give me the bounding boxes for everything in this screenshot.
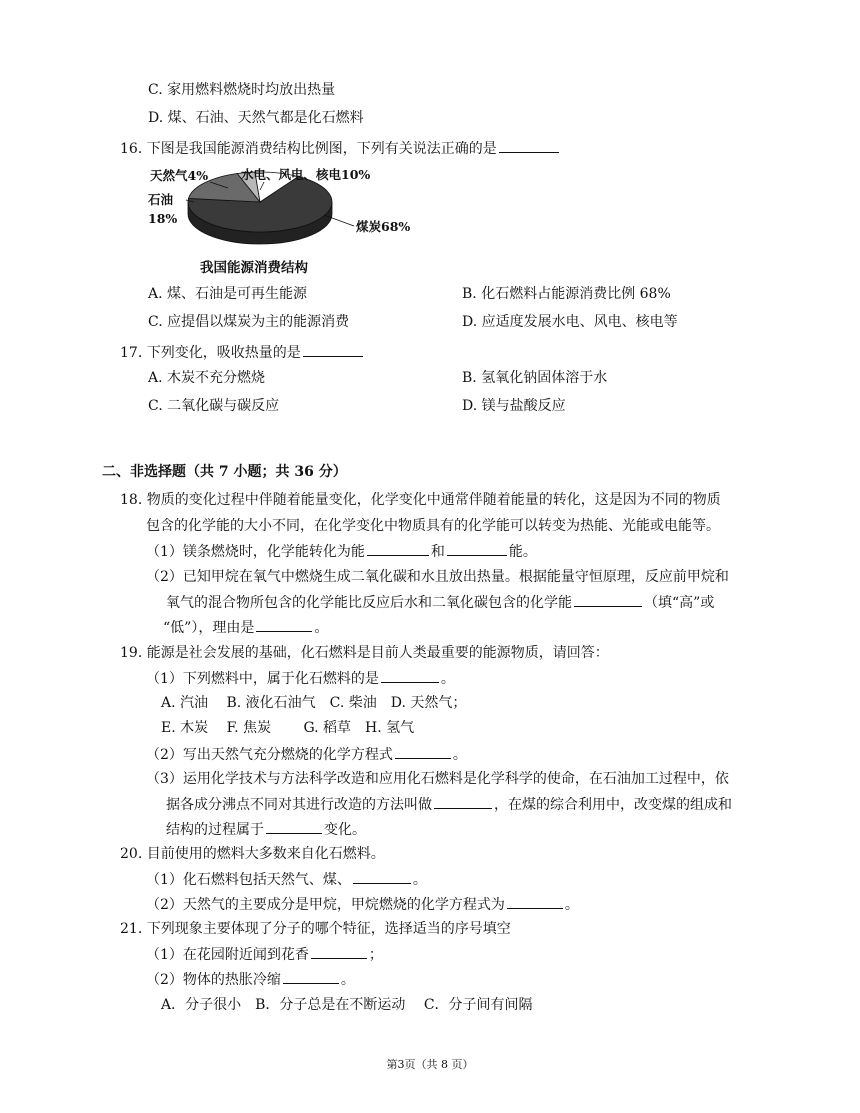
q16-option-d: D. 应适度发展水电、风电、核电等 [462, 314, 678, 330]
energy-pie-chart [148, 160, 411, 282]
q15-option-d: D. 煤、石油、天然气都是化石燃料 [148, 110, 364, 126]
answer-blank[interactable] [434, 794, 492, 809]
q20-part-1-text-a: （1）化石燃料包括天然气、煤、 [146, 872, 351, 888]
pie-label-3: 天然气4% [150, 168, 209, 183]
q17-option-a: A. 木炭不充分燃烧 [148, 370, 266, 386]
q21-stem: 21. 下列现象主要体现了分子的哪个特征，选择适当的序号填空 [120, 921, 511, 937]
q17-stem-text: 17. 下列变化，吸收热量的是 [120, 345, 301, 361]
answer-blank[interactable] [303, 342, 363, 357]
q16-option-c: C. 应提倡以煤炭为主的能源消费 [148, 314, 350, 330]
answer-blank[interactable] [447, 541, 507, 556]
q16-stem [120, 138, 561, 159]
chart-title: 我国能源消费结构 [200, 260, 308, 276]
q20-part-2-text-b: 。 [564, 897, 579, 913]
q21-part-1-text-b: ； [368, 947, 383, 963]
q19-part-1 [146, 668, 455, 689]
q19-part-2-text-b: 。 [452, 747, 467, 763]
pie-label-4: 水电、风电、核电10% [241, 167, 371, 182]
q20-part-2-text-a: （2）天然气的主要成分是甲烷，甲烷燃烧的化学方程式为 [146, 897, 505, 913]
q17-stem [120, 342, 365, 363]
q18-part-1-text-c: 能。 [508, 544, 537, 560]
q18-part-2-line-1: （2）已知甲烷在氧气中燃烧生成二氧化碳和水且放出热量。根据能量守恒原理，反应前甲烷和 [146, 569, 729, 585]
q20-stem: 20. 目前使用的燃料大多数来自化石燃料。 [120, 846, 385, 862]
q21-part-1-text-a: （1）在花园附近闻到花香 [146, 947, 309, 963]
q19-choices-2: E. 木炭 F. 焦炭 G. 稻草 H. 氢气 [161, 720, 415, 736]
q17-option-b: B. 氢氧化钠固体溶于水 [462, 370, 608, 386]
q19-part-3-line-2 [166, 794, 732, 815]
q20-part-1-text-b: 。 [412, 872, 427, 888]
q20-part-1 [146, 869, 427, 890]
q17-option-d: D. 镁与盐酸反应 [462, 398, 566, 414]
answer-blank[interactable] [395, 744, 451, 759]
q18-part-1-text-a: （1）镁条燃烧时，化学能转化为能 [146, 544, 365, 560]
q21-part-2-text-a: （2）物体的热胀冷缩 [146, 972, 281, 988]
page-footer: 第3页（共 8 页） [386, 1058, 474, 1071]
q18-part-2-text-b: （填“高”或 [644, 595, 715, 611]
q16-option-b: B. 化石燃料占能源消费比例 68% [462, 286, 671, 302]
q18-part-2-line-2 [166, 592, 714, 613]
q19-part-3-text-c: 结构的过程属于 [166, 822, 264, 838]
q18-part-1 [146, 541, 537, 562]
section-heading: 二、非选择题（共 7 小题；共 36 分） [102, 464, 347, 480]
q18-part-2-text-a: 氧气的混合物所包含的化学能比反应后水和二氧化碳包含的化学能 [166, 595, 572, 611]
q18-part-2-line-3 [163, 617, 328, 638]
q21-part-2 [146, 969, 355, 990]
q18-stem-line-2: 包含的化学能的大小不同，在化学变化中物质具有的化学能可以转变为热能、光能或电能等。 [146, 518, 720, 534]
pie-label-2: 石油 [148, 192, 174, 207]
answer-blank[interactable] [499, 138, 559, 153]
q16-stem-text: 16. 下图是我国能源消费结构比例图，下列有关说法正确的是 [120, 141, 497, 157]
q19-stem: 19. 能源是社会发展的基础，化石燃料是目前人类最重要的能源物质，请回答： [120, 645, 609, 661]
answer-blank[interactable] [507, 894, 563, 909]
q18-part-2-text-d: 。 [314, 620, 329, 636]
q21-part-1 [146, 944, 383, 965]
answer-blank[interactable] [311, 944, 367, 959]
q19-part-1-text-b: 。 [440, 671, 455, 687]
q18-stem-line-1: 18. 物质的变化过程中伴随着能量变化，化学变化中通常伴随着能量的转化，这是因为不同的物质 [120, 492, 721, 508]
q21-part-2-text-b: 。 [340, 972, 355, 988]
answer-blank[interactable] [256, 617, 312, 632]
pie-label-2: 18% [148, 211, 178, 226]
q21-choices: A．分子很小 B．分子总是在不断运动 C．分子间有间隔 [161, 997, 533, 1013]
q19-part-3-line-1: （3）运用化学技术与方法科学改造和应用化石燃料是化学科学的使命，在石油加工过程中，依 [146, 771, 729, 787]
q17-option-c: C. 二氧化碳与碳反应 [148, 398, 280, 414]
q19-part-3-text-a: 据各成分沸点不同对其进行改造的方法叫做 [166, 797, 432, 813]
q19-part-3-text-d: 变化。 [324, 822, 366, 838]
answer-blank[interactable] [266, 819, 322, 834]
q19-part-3-line-3 [166, 819, 366, 840]
q19-choices-1: A. 汽油 B. 液化石油气 C. 柴油 D. 天然气； [161, 695, 467, 711]
answer-blank[interactable] [574, 592, 642, 607]
q15-option-c: C. 家用燃料燃烧时均放出热量 [148, 82, 336, 98]
answer-blank[interactable] [367, 541, 429, 556]
pie-chart-svg [148, 160, 411, 282]
q20-part-2 [146, 894, 579, 915]
q18-part-1-text-b: 和 [430, 544, 445, 560]
pie-label-1: 煤炭68% [356, 219, 411, 234]
q18-part-2-text-c: “低”），理由是 [163, 620, 255, 636]
q19-part-1-text-a: （1）下列燃料中，属于化石燃料的是 [146, 671, 379, 687]
answer-blank[interactable] [353, 869, 411, 884]
answer-blank[interactable] [381, 668, 439, 683]
answer-blank[interactable] [283, 969, 339, 984]
q19-part-2-text-a: （2）写出天然气充分燃烧的化学方程式 [146, 747, 393, 763]
q19-part-3-text-b: ，在煤的综合利用中，改变煤的组成和 [494, 797, 732, 813]
q19-part-2 [146, 744, 467, 765]
q16-option-a: A. 煤、石油是可再生能源 [148, 286, 308, 302]
